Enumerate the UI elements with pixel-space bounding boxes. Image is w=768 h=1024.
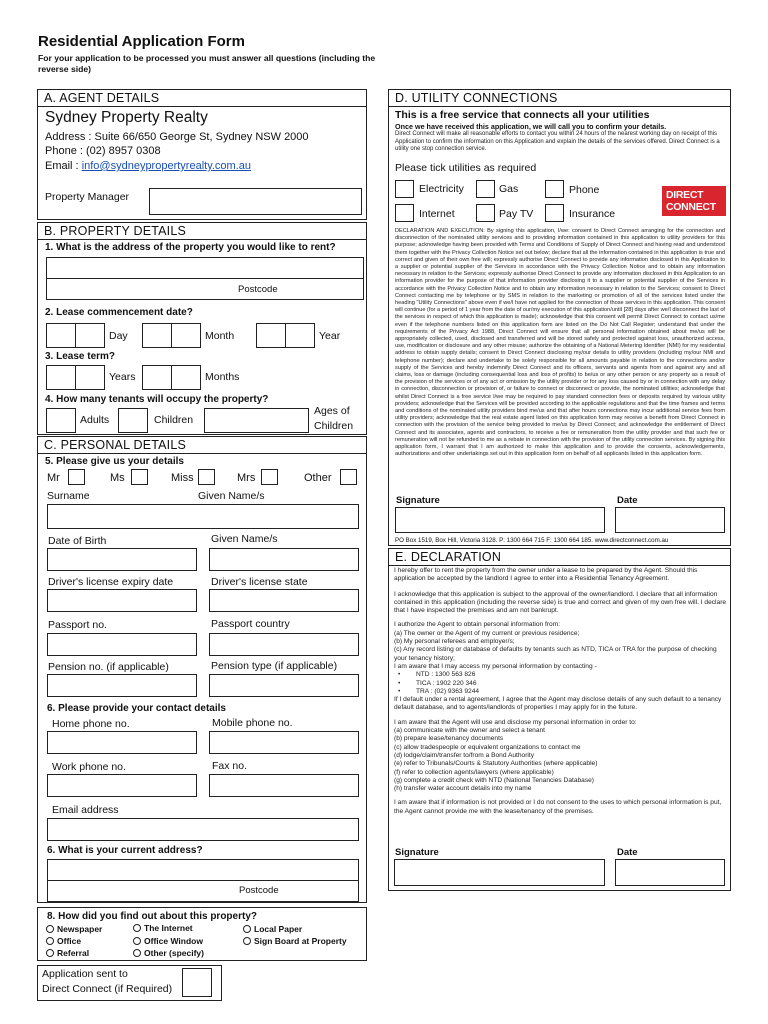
passport-country-label: Passport country bbox=[211, 618, 290, 630]
month-label: Month bbox=[205, 330, 235, 342]
ages-children-label: Children bbox=[314, 420, 354, 432]
list-item: • TICA : 1902 220 346 bbox=[394, 680, 727, 688]
months-label: Months bbox=[205, 371, 240, 383]
given-names-2-label: Given Name/s bbox=[211, 533, 278, 545]
radio-icon bbox=[46, 937, 54, 945]
paytv-label: Pay TV bbox=[499, 208, 534, 220]
declaration-item-b: (b) My personal referees and employer/s; bbox=[394, 638, 515, 646]
lease-year-digit-1[interactable] bbox=[256, 323, 286, 348]
sent-line-1: Application sent to bbox=[42, 968, 128, 980]
utility-connections-section bbox=[388, 89, 731, 546]
agent-details-header: A. AGENT DETAILS bbox=[38, 90, 366, 107]
surname-given-field[interactable] bbox=[47, 504, 359, 529]
home-phone-field[interactable] bbox=[47, 731, 197, 754]
local-paper-option[interactable]: Local Paper bbox=[243, 924, 302, 934]
radio-icon bbox=[243, 925, 251, 933]
contact-database-list bbox=[394, 671, 727, 696]
utility-declaration-text: DECLARATION AND EXECUTION: By signing this application, I/we: consent to Direct Connect arranging for the connection and disconnection of the nominated utility services and to providing information contained in this application to utility providers for this purpose; acknowledge having been provided with Terms and Conditions of Supply of Direct Connect and having read and understood them together with the Privacy Collection Notice set out below; declare that all the information contained in this application is true and correct and given of their own free will; expressly authorise Direct Connect to provide any information disclosed in this Application to a supplier or potential supplier of the Services in accordance with the Privacy Collection Notice and to obtain any information necessary in relation to the Services; expressly authorise Direct Connect to provide any information disclosed in this Application to an information provider for the purpose of that information provider disclosing it to a supplier or potential supplier of the Services in accordance with the Privacy Collection Notice and to obtain any information necessary in relation to the Services; consent to Direct Connect contacting me by telephone or by SMS in relation to the marketing or promotion of all of the services listed under the heading "Utility Connections" above even if we/I have not applied for the connection of those services in this application. This consent will continue (for a period of 1 year from the date of our/my execution of this application/until [28] days after we/I disconnect the last of the services in respect of which this application is made); acknowledge that this consent will permit Direct Connect to contact us/me even if the telephone numbers listed on this application form are listed on the Do Not Call Register; understand that under the requirements of the Privacy Act 1988, Direct Connect will ensure that all personal information obtained about me/us will be appropriately collected, used, disclosed and transferred and will be stored safely and protected against loss, unauthorized access, use, modification or disclosure and any other misuse; authorize the obtaining of a National Metering Identifier (NMI) for my residential address to obtain supply details; consent to Direct Connect disclosing my/our details to utility providers (including my/our NMI and telephone number); declare and undertake to be solely responsible for all amounts payable in relation to the connections and/or supply of the Services and hereby indemnify Direct Connect and its officers, servants and agents from and against any and all claims, loss or damage (including consequential loss and loss of profits) to be/us or any other person or any property as a result of the provision of the services or of any act or omission by the utility provider or for any loss caused by or in connection with any delay in connection, disconnection or provision of, or failure to connect or disconnect or provide, the nominated utilities; acknowledge that whilst Direct Connect is a free service I/we may be required to pay standard connection fees or deposits required by various utility providers; acknowledge that the Services will be provided according to the applicable regulations and that the time frames and terms and conditions of the nominated utility providers bind me/us and that after hours connections may incur additional service fees from utility providers; acknowledge that the real estate agent listed on this application form may receive a benefit from Direct Connect in connection with the provision of the service being provided to me/us by Direct Connect; and acknowledge the entitlement of Direct Connect and its associates, agents and contractors, to receive a fee or remuneration from the utility provider and that such fee or remuneration will not be refunded to me as a rebate in connection with the provision of the utility connection services. By signing this application form, I warrant that I am authorized to make this application and to provide the consents, acknowledgements, authorizations and other undertakings set out in this application form on behalf of all applicants listed in this application form. bbox=[395, 228, 725, 458]
mr-label: Mr bbox=[47, 472, 60, 484]
other-title-checkbox[interactable] bbox=[340, 469, 357, 485]
list-item: (h) transfer water account details into my name bbox=[394, 785, 532, 793]
q7-current-address-question: 6. What is your current address? bbox=[47, 845, 203, 856]
utility-signature-field[interactable] bbox=[395, 507, 605, 533]
passport-country-field[interactable] bbox=[209, 633, 359, 656]
q3-lease-term-question: 3. Lease term? bbox=[45, 351, 116, 362]
gas-label: Gas bbox=[499, 183, 519, 195]
gas-checkbox[interactable] bbox=[476, 180, 495, 198]
utility-connections-header: D. UTILITY CONNECTIONS bbox=[389, 90, 730, 107]
sent-to-direct-connect-section bbox=[37, 965, 222, 1001]
years-label: Years bbox=[109, 371, 136, 383]
insurance-label: Insurance bbox=[569, 208, 616, 220]
phone-label: Phone bbox=[569, 184, 600, 196]
direct-connect-footer: PO Box 1519, Box Hill, Victoria 3128. P: 1300 664 715 F: 1300 664 185. www.directconnect.com.au bbox=[395, 537, 669, 544]
electricity-label: Electricity bbox=[419, 183, 464, 195]
insurance-checkbox[interactable] bbox=[545, 204, 564, 222]
declaration-section bbox=[388, 548, 731, 891]
list-item: (f) refer to collection agents/lawyers (where applicable) bbox=[394, 768, 554, 776]
list-item: (d) lodge/claim/transfer to/from a Bond Authority bbox=[394, 751, 534, 759]
sent-checkbox[interactable] bbox=[182, 968, 212, 997]
other-title-label: Other bbox=[304, 472, 332, 484]
pension-type-field[interactable] bbox=[209, 674, 359, 697]
radio-icon bbox=[133, 924, 141, 932]
form-subtitle: For your application to be processed you must answer all questions (including the reverse side) bbox=[38, 53, 376, 74]
agent-details-section bbox=[37, 89, 367, 220]
dob-field[interactable] bbox=[47, 548, 197, 571]
property-postcode-label: Postcode bbox=[238, 284, 278, 295]
ms-label: Ms bbox=[110, 472, 125, 484]
q5-details-question: 5. Please give us your details bbox=[45, 456, 184, 467]
property-details-section bbox=[37, 222, 367, 435]
q6-contact-question: 6. Please provide your contact details bbox=[47, 703, 226, 714]
radio-icon bbox=[243, 937, 251, 945]
list-item: (b) prepare lease/tenancy documents bbox=[394, 735, 504, 743]
once-received-text: Once we have received this application, we will call you to confirm your details. bbox=[395, 122, 667, 131]
year-label: Year bbox=[319, 330, 341, 342]
lease-months-digit-1[interactable] bbox=[142, 365, 172, 390]
property-manager-field[interactable] bbox=[149, 188, 362, 215]
declaration-p6: I am aware that if information is not provided or I do not consent to the uses to which personal information is put, the Agent cannot provide me with the lease/tenancy of the premises. bbox=[394, 799, 722, 815]
declaration-header: E. DECLARATION bbox=[389, 549, 730, 566]
paytv-checkbox[interactable] bbox=[476, 204, 495, 222]
electricity-checkbox[interactable] bbox=[395, 180, 414, 198]
fax-field[interactable] bbox=[209, 774, 359, 797]
list-item: (c) allow tradespeople or equivalent organizations to contact me bbox=[394, 743, 581, 751]
day-label: Day bbox=[109, 330, 128, 342]
declaration-item-c: (c) Any record listing or database of defaults by tenants such as NTD, TICA or TRA for the purpose of checking your tenancy history; bbox=[394, 646, 717, 662]
work-phone-field[interactable] bbox=[47, 774, 197, 797]
property-details-header: B. PROPERTY DETAILS bbox=[38, 223, 366, 240]
email-address-label: Email address bbox=[52, 804, 119, 816]
mrs-label: Mrs bbox=[237, 472, 256, 484]
list-item: (e) refer to Tribunals/Courts & Statutory Authorities (where applicable) bbox=[394, 760, 598, 768]
utility-intro-text: Direct Connect will make all reasonable efforts to contact you within 24 hours of the nearest working day on receipt of this Application to confirm the information on this Application and explain the details of the services offered. Direct Connect is a utility one stop connection service. bbox=[395, 131, 720, 153]
declaration-signature-label: Signature bbox=[395, 847, 439, 858]
adults-count-field[interactable] bbox=[46, 408, 76, 433]
declaration-body bbox=[394, 567, 727, 816]
property-manager-label: Property Manager bbox=[45, 191, 130, 203]
list-item: (g) complete a credit check with NTD (National Tenancies Database) bbox=[394, 776, 594, 784]
phone-checkbox[interactable] bbox=[545, 180, 564, 198]
radio-icon bbox=[133, 949, 141, 957]
internet-checkbox[interactable] bbox=[395, 204, 414, 222]
sent-line-2: Direct Connect (if Required) bbox=[42, 983, 173, 995]
agent-email-label: Email : bbox=[45, 160, 82, 172]
miss-label: Miss bbox=[171, 472, 194, 484]
license-expiry-field[interactable] bbox=[47, 589, 197, 612]
office-option[interactable]: Office bbox=[46, 936, 81, 946]
miss-checkbox[interactable] bbox=[198, 469, 215, 485]
declaration-signature-field[interactable] bbox=[394, 859, 605, 886]
lease-month-digit-2[interactable] bbox=[171, 323, 201, 348]
home-phone-label: Home phone no. bbox=[52, 718, 130, 730]
personal-details-section bbox=[37, 436, 367, 903]
declaration-aware: I am aware that I may access my personal information by contacting - bbox=[394, 662, 597, 670]
work-phone-label: Work phone no. bbox=[52, 761, 126, 773]
list-item: (a) communicate with the owner and select a tenant bbox=[394, 727, 546, 735]
agent-email-row bbox=[45, 160, 251, 172]
declaration-p5: I am aware that the Agent will use and disclose my personal information in order to: bbox=[394, 718, 637, 726]
mobile-phone-field[interactable] bbox=[209, 731, 359, 754]
declaration-date-field[interactable] bbox=[615, 859, 725, 886]
pension-type-label: Pension type (if applicable) bbox=[211, 660, 338, 672]
utility-date-field[interactable] bbox=[615, 507, 725, 533]
logo-line-2: CONNECT bbox=[666, 201, 716, 213]
free-service-text: This is a free service that connects all your utilities bbox=[395, 109, 650, 121]
lease-month-digit-1[interactable] bbox=[142, 323, 172, 348]
license-state-label: Driver's license state bbox=[211, 576, 308, 588]
passport-no-field[interactable] bbox=[47, 633, 197, 656]
how-found-section bbox=[37, 907, 367, 961]
declaration-p2: I acknowledge that this application is subject to the approval of the owner/landlord. I declare that all information contained in this application (including the reverse side) is true and correct and given of my own free will. I declare that I have inspected the premises and am not bankrupt. bbox=[394, 590, 727, 615]
utility-date-label: Date bbox=[617, 495, 638, 506]
declaration-p1: I hereby offer to rent the property from the owner under a lease to be prepared by the Agent. Should this application be accepted by the landlord I agree to enter into a Residential Tenancy Agreement. bbox=[394, 567, 698, 583]
pension-no-label: Pension no. (if applicable) bbox=[48, 661, 169, 673]
declaration-date-label: Date bbox=[617, 847, 638, 858]
fax-label: Fax no. bbox=[212, 760, 248, 772]
personal-details-header: C. PERSONAL DETAILS bbox=[38, 437, 366, 454]
radio-icon bbox=[133, 937, 141, 945]
dob-label: Date of Birth bbox=[48, 535, 107, 547]
q1-address-question: 1. What is the address of the property you would like to rent? bbox=[45, 242, 336, 253]
list-item: • NTD : 1300 563 826 bbox=[394, 671, 727, 679]
form-title: Residential Application Form bbox=[38, 33, 245, 50]
referral-option[interactable]: Referral bbox=[46, 948, 89, 958]
lease-year-digit-2[interactable] bbox=[285, 323, 315, 348]
radio-icon bbox=[46, 925, 54, 933]
agent-email-link[interactable]: info@sydneypropertyrealty.com.au bbox=[81, 160, 252, 172]
radio-icon bbox=[46, 949, 54, 957]
children-count-field[interactable] bbox=[118, 408, 148, 433]
lease-years-digit-1[interactable] bbox=[46, 365, 76, 390]
given-names-2-field[interactable] bbox=[209, 548, 359, 571]
ages-of-label: Ages of bbox=[314, 405, 350, 417]
declaration-p4: If I default under a rental agreement, I agree that the Agent may disclose details of any such default to a tenancy default database, and to agents/landlords of properties I may apply for in the future. bbox=[394, 696, 722, 712]
current-postcode-label: Postcode bbox=[239, 885, 279, 896]
current-postcode-field[interactable] bbox=[47, 880, 359, 902]
adults-label: Adults bbox=[80, 414, 110, 426]
utility-signature-label: Signature bbox=[396, 495, 440, 506]
children-label: Children bbox=[154, 414, 194, 426]
email-address-field[interactable] bbox=[47, 818, 359, 841]
passport-no-label: Passport no. bbox=[48, 619, 107, 631]
internet-label: Internet bbox=[419, 208, 455, 220]
lease-months-digit-2[interactable] bbox=[171, 365, 201, 390]
lease-day-digit-1[interactable] bbox=[46, 323, 76, 348]
license-state-field[interactable] bbox=[209, 589, 359, 612]
direct-connect-logo bbox=[662, 186, 726, 216]
other-option[interactable]: Other (specify) bbox=[133, 948, 204, 958]
list-item: • TRA : (02) 9363 9244 bbox=[394, 688, 727, 696]
logo-line-1: DIRECT bbox=[666, 189, 704, 201]
mr-checkbox[interactable] bbox=[68, 469, 85, 485]
lease-day-digit-2[interactable] bbox=[75, 323, 105, 348]
mobile-phone-label: Mobile phone no. bbox=[212, 717, 293, 729]
license-expiry-label: Driver's license expiry date bbox=[48, 576, 174, 588]
tick-utilities-label: Please tick utilities as required bbox=[395, 162, 537, 174]
surname-label: Surname bbox=[47, 490, 90, 502]
property-postcode-field[interactable] bbox=[46, 278, 364, 300]
children-ages-field[interactable] bbox=[204, 408, 309, 433]
agent-name: Sydney Property Realty bbox=[45, 109, 208, 126]
agent-phone: Phone : (02) 8957 0308 bbox=[45, 145, 161, 157]
pension-no-field[interactable] bbox=[47, 674, 197, 697]
q2-lease-date-question: 2. Lease commencement date? bbox=[45, 307, 193, 318]
declaration-item-a: (a) The owner or the Agent of my current or previous residence; bbox=[394, 629, 580, 637]
agent-address: Address : Suite 66/650 George St, Sydney NSW 2000 bbox=[45, 131, 309, 143]
given-names-label: Given Name/s bbox=[198, 490, 265, 502]
q8-how-found-question: 8. How did you find out about this property? bbox=[47, 911, 257, 922]
office-window-option[interactable]: Office Window bbox=[133, 936, 203, 946]
ms-checkbox[interactable] bbox=[131, 469, 148, 485]
mrs-checkbox[interactable] bbox=[261, 469, 278, 485]
internet-option[interactable]: The Internet bbox=[133, 923, 193, 933]
property-address-field[interactable] bbox=[46, 257, 364, 279]
newspaper-option[interactable]: Newspaper bbox=[46, 924, 102, 934]
declaration-p3: I authorize the Agent to obtain personal information from: bbox=[394, 621, 561, 629]
sign-board-option[interactable]: Sign Board at Property bbox=[243, 936, 347, 946]
lease-years-digit-2[interactable] bbox=[75, 365, 105, 390]
q4-tenants-question: 4. How many tenants will occupy the property? bbox=[45, 394, 269, 405]
current-address-field[interactable] bbox=[47, 859, 359, 881]
